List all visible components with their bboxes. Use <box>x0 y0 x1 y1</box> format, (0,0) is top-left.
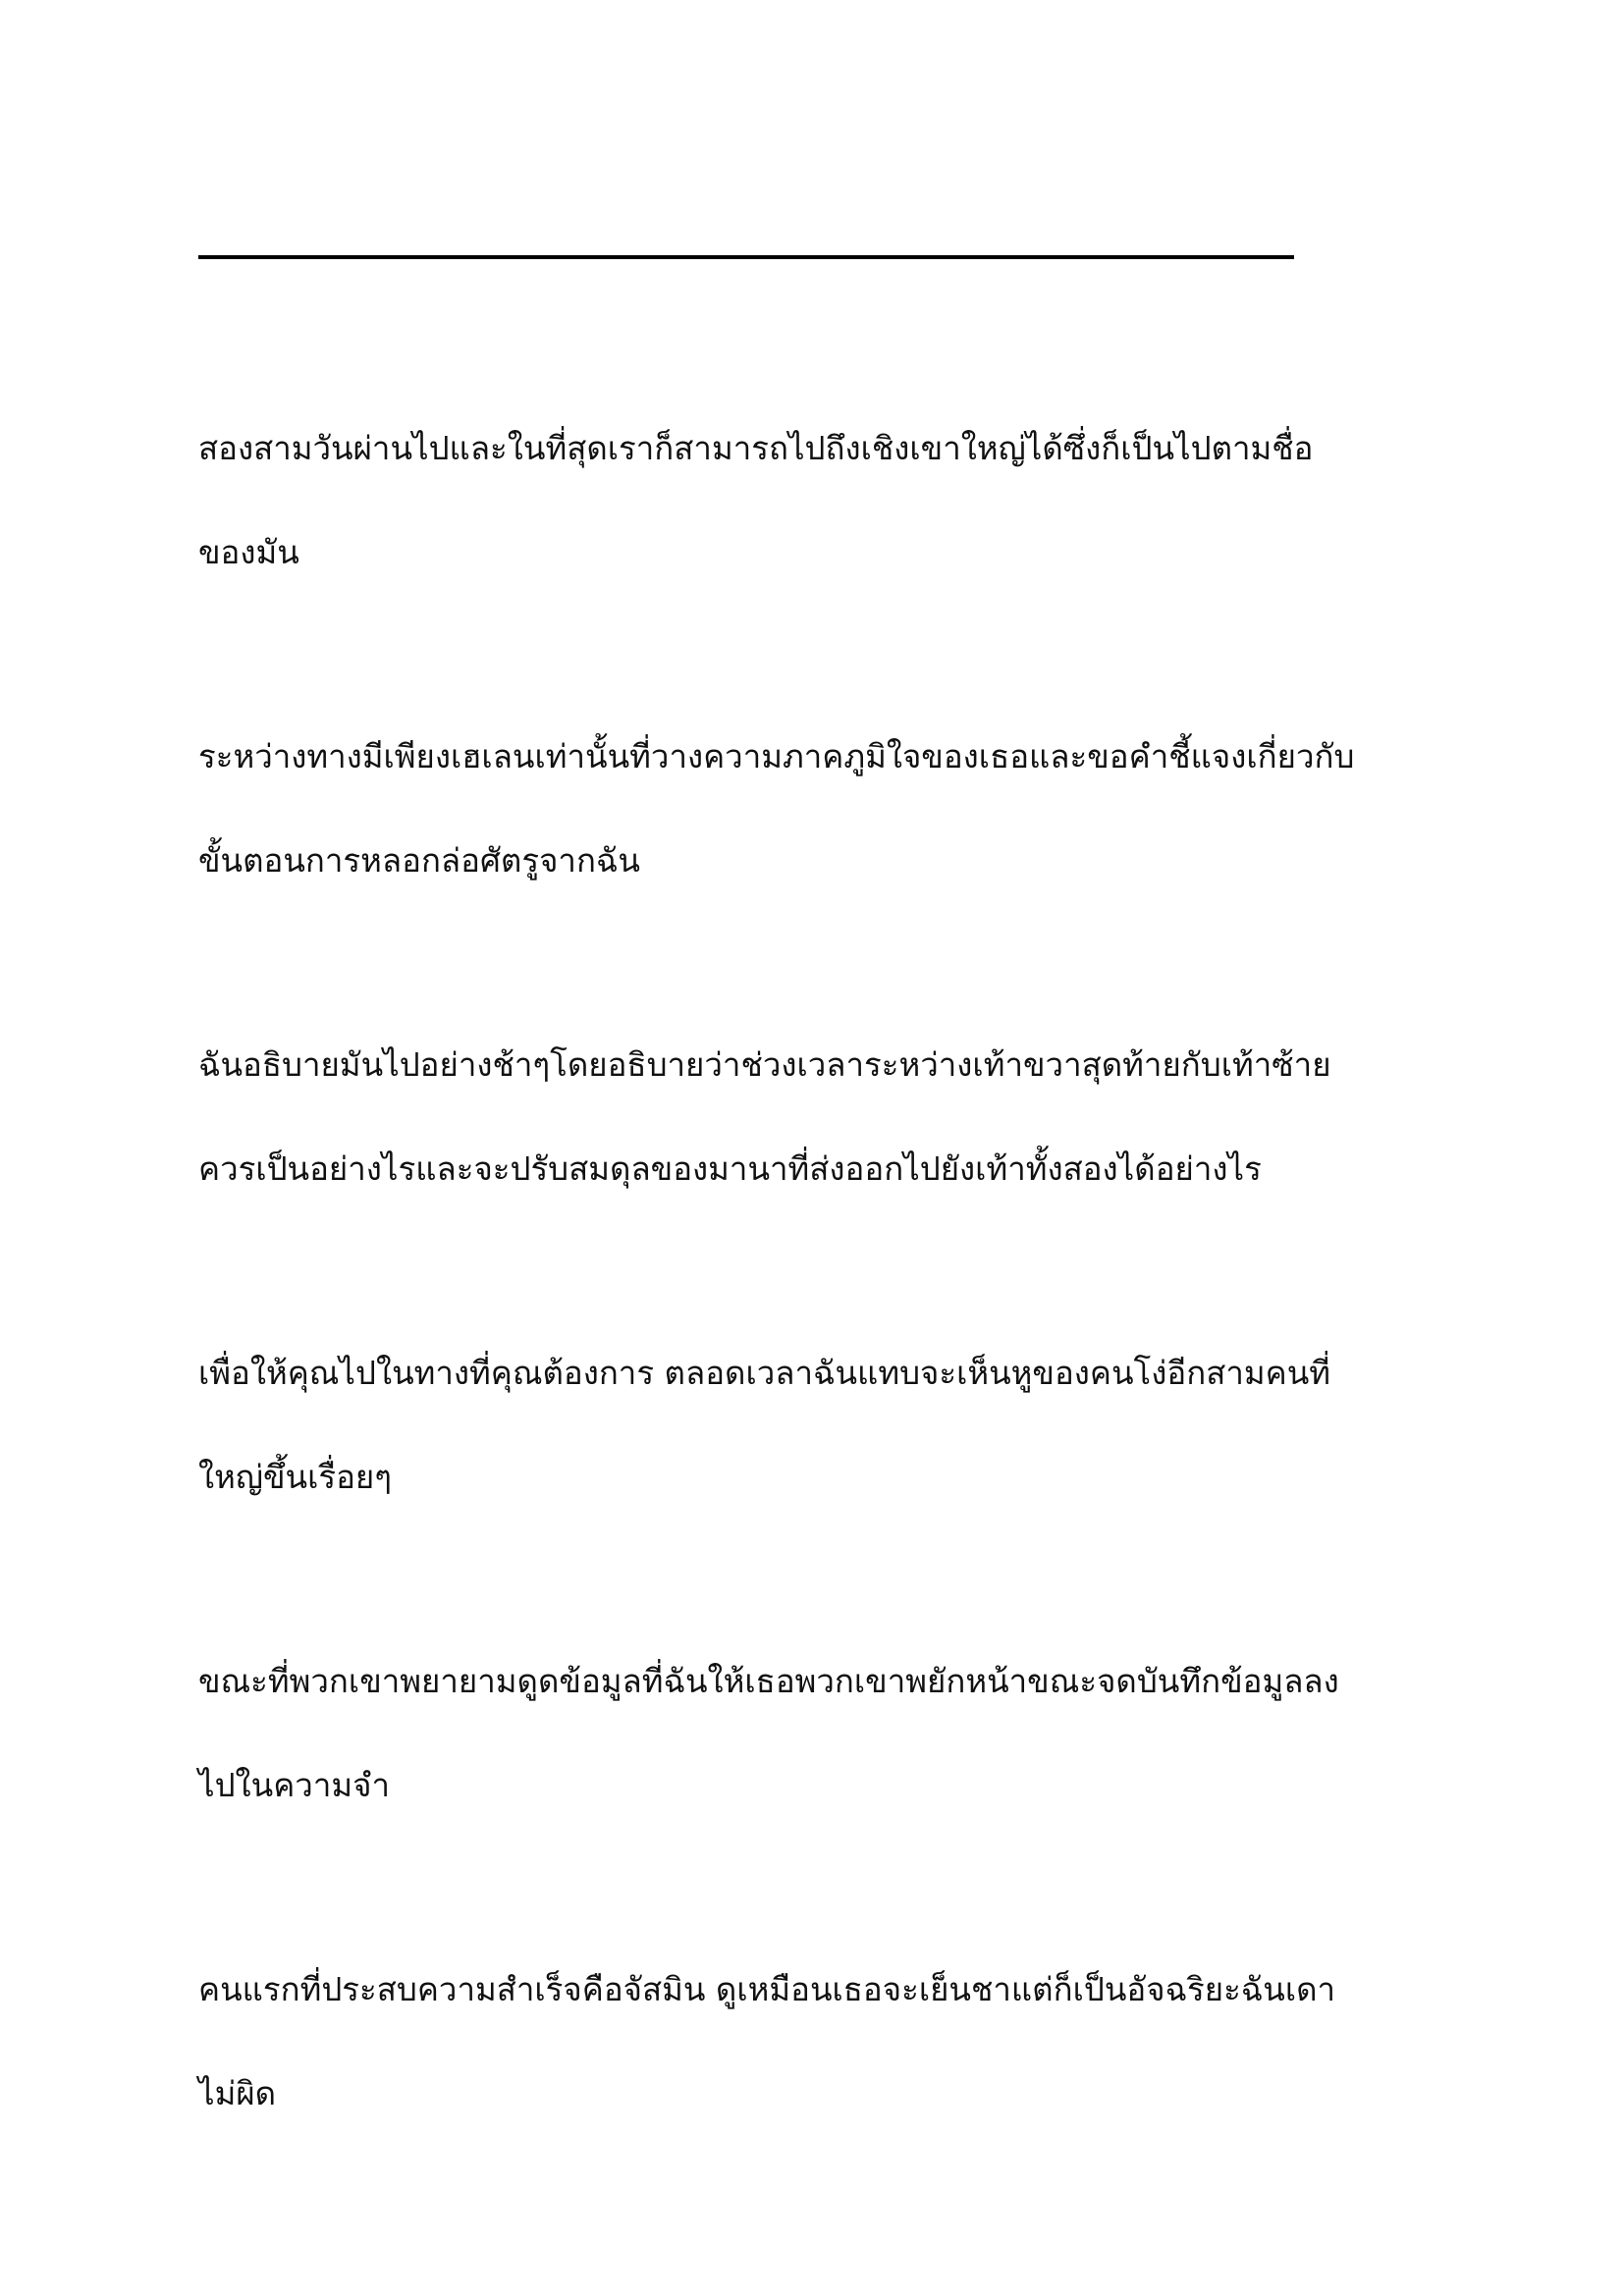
paragraph-line: สองสามวันผ่านไปและในที่สุดเราก็สามารถไปถึงเชิงเขาใหญ่ได้ซึ่งก็เป็นไปตามชื่อ <box>198 429 1314 467</box>
paragraph-3 <box>198 1013 1455 1221</box>
paragraph-line: ระหว่างทางมีเพียงเฮเลนเท่านั้นที่วางความภาคภูมิใจของเธอและขอคำชี้แจงเกี่ยวกับ <box>198 737 1355 775</box>
paragraph-line: เพื่อให้คุณไปในทางที่คุณต้องการ ตลอดเวลาฉันแทบจะเห็นหูของคนโง่อีกสามคนที่ <box>198 1354 1331 1392</box>
paragraph-4 <box>198 1321 1455 1529</box>
paragraph-line: ใหญ่ขึ้นเรื่อยๆ <box>198 1458 392 1496</box>
paragraph-line: ควรเป็นอย่างไรและจะปรับสมดุลของมานาที่ส่งออกไปยังเท้าทั้งสองได้อย่างไร <box>198 1149 1262 1188</box>
paragraph-line: คนแรกที่ประสบความสำเร็จคือจัสมิน ดูเหมือนเธอจะเย็นชาแต่ก็เป็นอัจฉริยะฉันเดา <box>198 1970 1336 2008</box>
paragraph-line: ไม่ผิด <box>198 2074 277 2112</box>
paragraph-line: ขั้นตอนการหลอกล่อศัตรูจากฉัน <box>198 841 640 880</box>
top-horizontal-rule <box>198 255 1294 259</box>
paragraph-6 <box>198 1938 1455 2146</box>
paragraph-5 <box>198 1629 1455 1838</box>
paragraph-line: ฉันอธิบายมันไปอย่างช้าๆโดยอธิบายว่าช่วงเวลาระหว่างเท้าขวาสุดท้ายกับเท้าซ้าย <box>198 1045 1331 1084</box>
paragraph-1 <box>198 397 1455 605</box>
paragraph-line: ขณะที่พวกเขาพยายามดูดข้อมูลที่ฉันให้เธอพวกเขาพยักหน้าขณะจดบันทึกข้อมูลลง <box>198 1662 1339 1700</box>
paragraph-line: ไปในความจำ <box>198 1766 390 1804</box>
paragraph-2 <box>198 705 1455 913</box>
paragraph-line: ของมัน <box>198 533 299 571</box>
